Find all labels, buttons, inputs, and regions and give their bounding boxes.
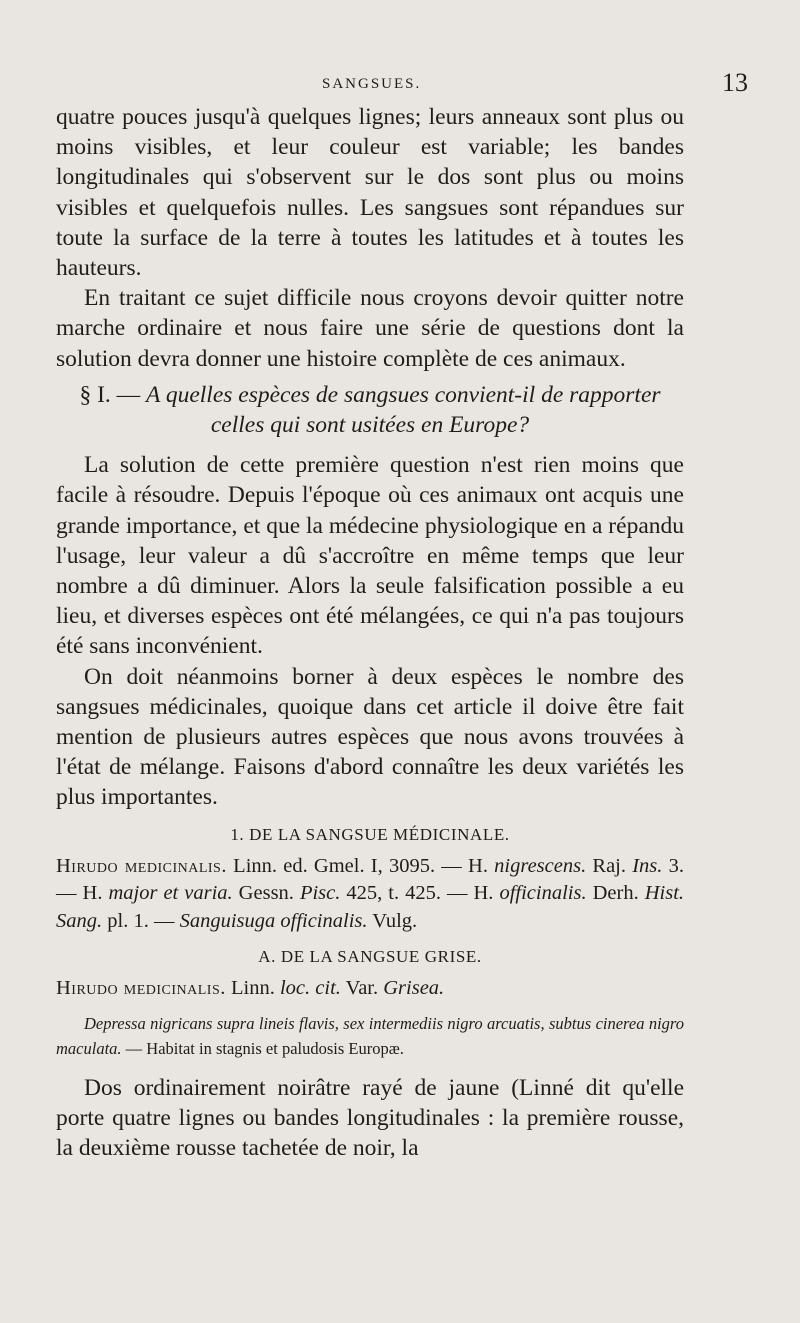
- syn-text: Raj.: [586, 854, 633, 877]
- syn-text: Gessn.: [232, 882, 300, 905]
- diagnosis-habitat: — Habitat in stagnis et paludosis Europæ.: [121, 1039, 404, 1059]
- syn-italic: Sanguisuga officinalis.: [179, 909, 368, 932]
- syn-italic: Hist. Sang.: [56, 882, 685, 932]
- syn-text: Vulg.: [367, 909, 418, 932]
- paragraph-2: En traitant ce sujet difficile nous croyons devoir quitter notre marche ordinaire et nous faire une série de questions dont la solution devra donner une histoire complète de ces animaux.: [56, 285, 684, 372]
- syn-italic: major et varia.: [108, 882, 233, 905]
- page-number: 13: [722, 68, 748, 97]
- running-head: SANGSUES.: [322, 76, 422, 92]
- paragraph-3: La solution de cette première question n'est rien moins que facile à résoudre. Depuis l'époque où ces animaux ont acquis une grande importance, et que la médecine physiologique en a répandu l'usage, leur valeur a dû s'accroître en même temps que leur nombre a dû diminuer. Alors la seule falsification possible a eu lieu, et diverses espèces ont été mélangées, ce qui n'a pas toujours été sans inconvénient.: [56, 452, 684, 660]
- paragraph-1: quatre pouces jusqu'à quelques lignes; leurs anneaux sont plus ou moins visibles, et leur couleur est variable; les bandes longitudinales qui s'observent sur le dos sont plus ou moins visibles et quelquefois nulles. Les sangsues sont répandues sur toute la surface de la terre à toutes les latitudes et à toutes les hauteurs.: [56, 104, 684, 282]
- syn-italic: loc. cit.: [279, 977, 341, 1000]
- synonymy-grisea: [56, 975, 684, 1003]
- question-text: A quelles espèces de sangsues convient-il de rapporter celles qui sont usitées en Europe?: [146, 381, 661, 439]
- page-body: [56, 102, 684, 1164]
- syn-italic: Pisc.: [299, 882, 341, 905]
- syn-text: Var.: [340, 977, 384, 1000]
- section-title-medicinale: 1. DE LA SANGSUE MÉDICINALE.: [230, 824, 510, 844]
- syn-text: 425, t. 425. — H.: [340, 882, 500, 905]
- syn-italic: Grisea.: [383, 977, 445, 1000]
- syn-italic: officinalis.: [499, 882, 587, 905]
- synonymy-medicinalis: [56, 853, 684, 936]
- syn-text: Linn. ed. Gmel. I, 3095. — H.: [226, 854, 495, 877]
- paragraph-5: Dos ordinairement noirâtre rayé de jaune (Linné dit qu'elle porte quatre lignes ou bandes longitudinales : la première rousse, la deuxième rousse tachetée de noir, la: [56, 1075, 684, 1162]
- syn-italic: Ins.: [632, 854, 663, 877]
- taxon-name: Hirudo medicinalis.: [56, 854, 227, 877]
- syn-text: 3. — H.: [56, 854, 684, 905]
- diagnosis-latin: Depressa nigricans supra lineis flavis, sex intermediis nigro arcuatis, subtus cinerea nigro maculata.: [56, 1014, 684, 1059]
- page-header: [0, 68, 800, 104]
- syn-text: Derh.: [586, 882, 645, 905]
- section-mark: § I. —: [79, 381, 147, 408]
- section-title-grise: A. DE LA SANGSUE GRISE.: [258, 947, 482, 967]
- paragraph-4: On doit néanmoins borner à deux espèces le nombre des sangsues médicinales, quoique dans cet article il doive être fait mention de plusieurs autres espèces que nous avons trouvées à l'état de mélange. Faisons d'abord connaître les deux variétés les plus importantes.: [56, 663, 684, 811]
- syn-text: pl. 1. —: [102, 909, 180, 932]
- taxon-name: Hirudo medicinalis.: [56, 977, 226, 1000]
- syn-text: Linn.: [225, 977, 280, 1000]
- syn-italic: nigrescens.: [494, 854, 587, 877]
- question-heading: [56, 380, 684, 440]
- diagnosis: [56, 1011, 684, 1061]
